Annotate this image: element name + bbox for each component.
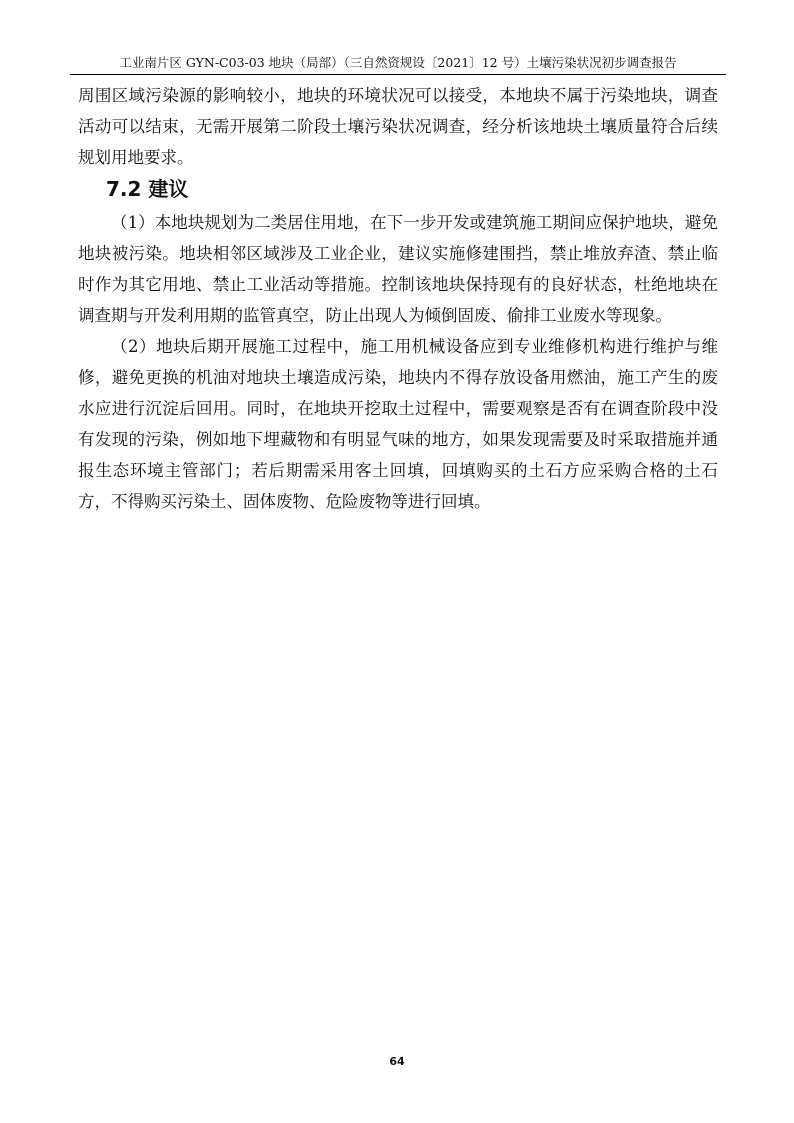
- recommendation-paragraph-1: （1）本地块规划为二类居住用地，在下一步开发或建筑施工期间应保护地块，避免地块被污染。地块相邻区域涉及工业企业，建议实施修建围挡，禁止堆放弃渣、禁止临时作为其它用地、禁止工业活动等措施。控制该地块保持现有的良好状态，杜绝地块在调查期与开发利用期的监管真空，防止出现人为倾倒固废、偷排工业废水等现象。: [78, 213, 718, 325]
- intro-paragraph: 周围区域污染源的影响较小，地块的环境状况可以接受，本地块不属于污染地块，调查活动可以结束，无需开展第二阶段土壤污染状况调查，经分析该地块土壤质量符合后续规划用地要求。: [78, 86, 718, 167]
- section-title: 7.2 建议: [106, 177, 189, 201]
- report-body: [78, 80, 718, 517]
- page-number: 64: [389, 1055, 405, 1068]
- recommendation-paragraph-2: （2）地块后期开展施工过程中，施工用机械设备应到专业维修机构进行维护与维修，避免更换的机油对地块土壤造成污染，地块内不得存放设备用燃油，施工产生的废水应进行沉淀后回用。同时，在地块开挖取土过程中，需要观察是否有在调查阶段中没有发现的污染，例如地下埋藏物和有明显气味的地方，如果发现需要及时采取措施并通报生态环境主管部门；若后期需采用客土回填，回填购买的土石方应采购合格的土石方，不得购买污染土、固体废物、危险废物等进行回填。: [78, 337, 718, 511]
- page-header: 工业南片区 GYN-C03-03 地块（局部）（三自然资规设〔2021〕12 号）土壤污染状况初步调查报告: [70, 52, 726, 75]
